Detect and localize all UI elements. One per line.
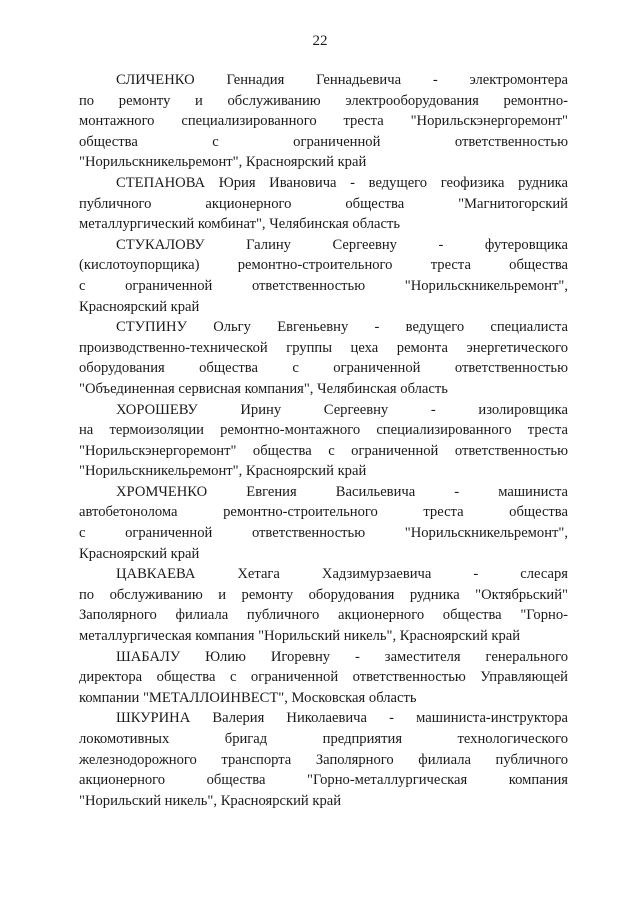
- page-number: 22: [312, 33, 328, 49]
- entry-line: общества с ограниченной ответственностью: [79, 133, 568, 150]
- entry-line: СТУПИНУ Ольгу Евгеньевну - ведущего специалиста: [116, 319, 568, 336]
- entry-stukalova: [79, 235, 568, 317]
- entry-slichenko: [79, 70, 568, 173]
- entry-tsavkaev: [79, 564, 568, 646]
- entry-line: металлургический комбинат", Челябинская область: [79, 216, 401, 233]
- entry-line: директора общества с ограниченной ответственностью Управляющей: [79, 669, 568, 686]
- entry-line: монтажного специализированного треста "Норильскэнергоремонт": [79, 113, 568, 130]
- entry-line: Заполярного филиала публичного акционерного общества "Горно-: [79, 607, 568, 624]
- entry-line: локомотивных бригад предприятия технологического: [79, 731, 568, 747]
- entry-line: публичного акционерного общества "Магнитогорский: [79, 195, 568, 212]
- entry-line: оборудования общества с ограниченной ответственностью: [79, 360, 568, 377]
- entry-line: (кислотоупорщика) ремонтно-строительного треста общества: [79, 257, 568, 274]
- entry-line: СТУКАЛОВУ Галину Сергеевну - футеровщика: [116, 236, 568, 253]
- entry-line: ХОРОШЕВУ Ирину Сергеевну - изолировщика: [116, 401, 568, 418]
- entry-line: металлургическая компания "Норильский никель", Красноярский край: [79, 628, 521, 645]
- entry-line: "Объединенная сервисная компания", Челябинская область: [79, 380, 448, 397]
- entry-line: ШКУРИНА Валерия Николаевича - машиниста-инструктора: [116, 710, 568, 727]
- entry-line: по обслуживанию и ремонту оборудования рудника "Октябрьский": [79, 586, 568, 603]
- entry-shkurin: [79, 708, 568, 811]
- entry-line: ШАБАЛУ Юлию Игоревну - заместителя генерального: [116, 648, 568, 665]
- entry-stupina: [79, 317, 568, 399]
- entry-line: Красноярский край: [79, 298, 200, 315]
- entry-line: ЦАВКАЕВА Хетага Хадзимурзаевича - слесаря: [116, 566, 568, 583]
- entry-line: компании "МЕТАЛЛОИНВЕСТ", Московская область: [79, 689, 417, 706]
- entry-line: производственно-технической группы цеха ремонта энергетического: [79, 339, 568, 356]
- entry-line: "Норильскникельремонт", Красноярский край: [79, 463, 367, 480]
- entry-line: СЛИЧЕНКО Геннадия Геннадьевича - электромонтера: [116, 72, 568, 88]
- entry-line: акционерного общества "Горно-металлургическая компания: [79, 772, 568, 789]
- entry-line: по ремонту и обслуживанию электрооборудования ремонтно-: [79, 92, 568, 109]
- entry-shabala: [79, 647, 568, 709]
- entry-line: автобетонолома ремонтно-строительного треста общества: [79, 504, 568, 521]
- entry-line: "Норильский никель", Красноярский край: [79, 792, 342, 809]
- entry-line: СТЕПАНОВА Юрия Ивановича - ведущего геофизика рудника: [116, 174, 568, 191]
- entry-line: с ограниченной ответственностью "Норильскникельремонт",: [79, 277, 568, 294]
- entry-line: Красноярский край: [79, 545, 200, 562]
- entry-line: "Норильскникельремонт", Красноярский край: [79, 154, 367, 171]
- entry-line: ХРОМЧЕНКО Евгения Васильевича - машиниста: [116, 483, 568, 500]
- entry-khromchenko: [79, 482, 568, 564]
- entry-line: железнодорожного транспорта Заполярного филиала публичного: [79, 751, 568, 768]
- entry-line: на термоизоляции ремонтно-монтажного специализированного треста: [79, 422, 568, 439]
- entry-stepanov: [79, 173, 568, 235]
- entry-line: "Норильскэнергоремонт" общества с ограниченной ответственностью: [79, 442, 568, 459]
- award-list: [79, 70, 568, 811]
- entry-line: с ограниченной ответственностью "Норильскникельремонт",: [79, 525, 568, 542]
- entry-khorosheva: [79, 400, 568, 482]
